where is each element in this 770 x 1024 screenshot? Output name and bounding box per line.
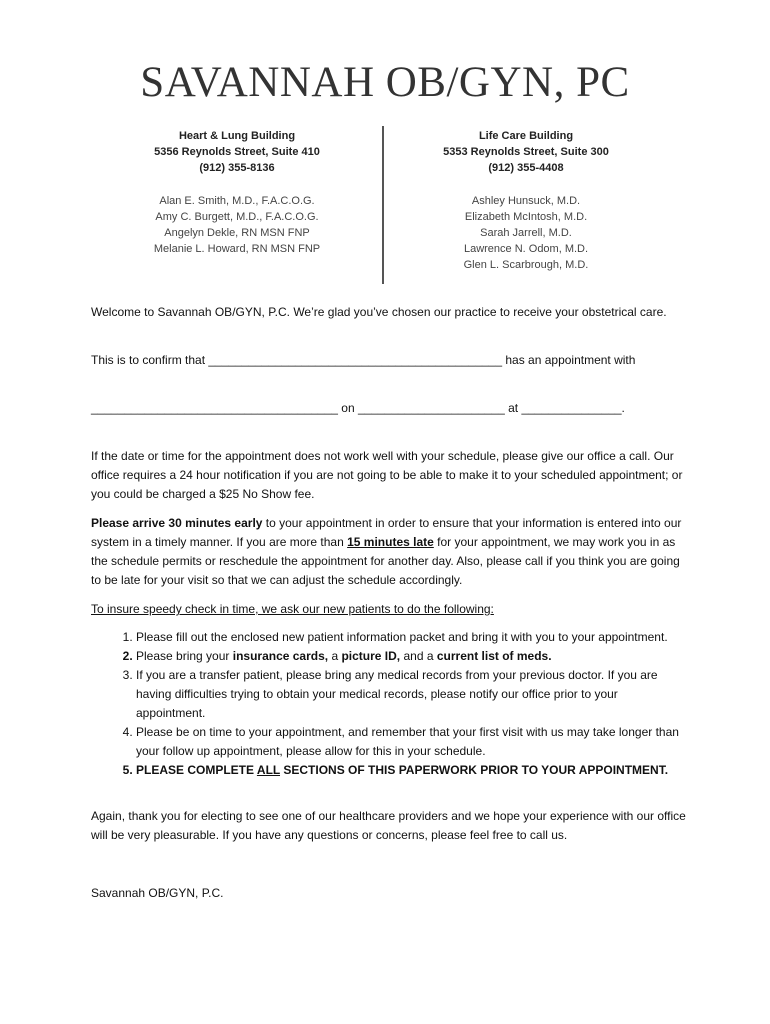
staff-name: Glen L. Scarbrough, M.D. [463,259,589,271]
list-item-text: and a [400,649,437,663]
list-item-text: a [328,649,342,663]
right-phone: (912) 355-4408 [488,162,564,174]
staff-name: Elizabeth McIntosh, M.D. [464,211,588,223]
staff-name: Angelyn Dekle, RN MSN FNP [164,227,310,239]
meds-list-emphasis: current list of meds. [436,649,552,663]
arrival-paragraph [91,514,686,590]
right-office-block [376,128,676,273]
left-building-name: Heart & Lung Building [178,130,296,142]
left-office-block [87,128,387,257]
arrive-early-emphasis: Please arrive 30 minutes early [91,516,263,530]
welcome-paragraph: Welcome to Savannah OB/GYN, P.C. We’re glad you’ve chosen our practice to receive your obstetrical care. [91,305,667,319]
list-item-text: Please bring your [136,649,233,663]
picture-id-emphasis: picture ID, [341,649,401,663]
arrive-text-a: to your appointment in order to ensure that your information is entered into our system in a timely manner. If you are more than [91,516,682,549]
staff-name: Amy C. Burgett, M.D., F.A.C.O.G. [155,211,319,223]
appointment-line: _____________________________________ on ______________________ at _______________. [91,401,625,415]
left-phone: (912) 355-8136 [199,162,275,174]
list-item-text: Please be on time to your appointment, and remember that your first visit with us may take longer than your follow up appointment, please allow for this in your schedule. [136,725,679,758]
list-item-text: If you are a transfer patient, please bring any medical records from your previous doctor. If you are having difficulties trying to obtain your medical records, please notify our office prior to your appointment. [136,668,658,720]
right-staff-list [376,193,676,273]
page-title: SAVANNAH OB/GYN, PC [140,59,630,106]
right-address: 5353 Reynolds Street, Suite 300 [443,146,609,158]
closing-paragraph: Again, thank you for electing to see one of our healthcare providers and we hope your experience with our office will be very pleasurable. If you have any questions or concerns, please feel free to call us. [91,809,686,842]
right-building-name: Life Care Building [478,130,574,142]
staff-name: Alan E. Smith, M.D., F.A.C.O.G. [159,195,315,207]
staff-name: Lawrence N. Odom, M.D. [463,243,589,255]
list-item [136,723,688,761]
reschedule-paragraph: If the date or time for the appointment does not work well with your schedule, please give our office a call. Our office requires a 24 hour notification if you are not going to be able to make it to your scheduled appointment; or you could be charged a $25 No Show fee. [91,449,683,501]
list-item [136,628,688,647]
confirm-line: This is to confirm that ____________________________________________ has an appointment with [91,353,636,367]
late-emphasis: 15 minutes late [347,535,434,549]
list-item-text: PLEASE COMPLETE [136,763,257,777]
instructions-list [108,628,688,780]
list-item [136,647,688,666]
all-emphasis: ALL [256,763,281,777]
staff-name: Melanie L. Howard, RN MSN FNP [153,243,321,255]
list-item-text: SECTIONS OF THIS PAPERWORK PRIOR TO YOUR APPOINTMENT. [280,763,669,777]
left-address: 5356 Reynolds Street, Suite 410 [154,146,320,158]
list-item [136,666,688,723]
instructions-heading: To insure speedy check in time, we ask our new patients to do the following: [91,602,494,616]
arrive-text-b: for your appointment, we may work you in as the schedule permits or reschedule the appointment for another day. Also, please call if you think you are going to be late for your visit so that we can adjust the schedule accordingly. [91,535,680,587]
list-item [136,761,688,780]
left-staff-list [87,193,387,257]
insurance-cards-emphasis: insurance cards, [232,649,329,663]
list-item-text: Please fill out the enclosed new patient information packet and bring it with you to your appointment. [136,630,668,644]
signature: Savannah OB/GYN, P.C. [91,886,224,900]
staff-name: Sarah Jarrell, M.D. [480,227,572,239]
staff-name: Ashley Hunsuck, M.D. [471,195,581,207]
